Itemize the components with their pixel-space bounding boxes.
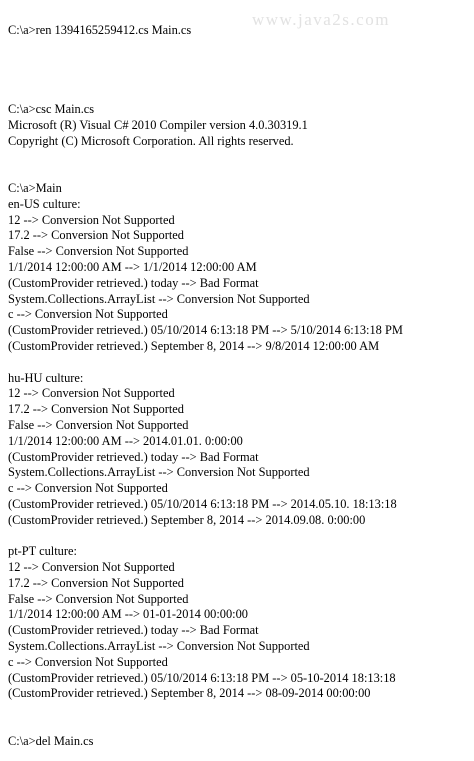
console-line: System.Collections.ArrayList --> Conversion Not Supported [8,465,310,480]
console-line: 17.2 --> Conversion Not Supported [8,575,184,590]
console-line: C:\a>ren 1394165259412.cs Main.cs [8,23,192,37]
blank-line [8,355,470,371]
console-line: hu-HU culture: [8,370,84,385]
console-line: en-US culture: [8,196,81,211]
console-line: c --> Conversion Not Supported [8,481,168,496]
blank-line [8,702,470,718]
console-line: (CustomProvider retrieved.) 05/10/2014 6:13:18 PM --> 05-10-2014 18:13:18 [8,670,396,685]
blank-line [8,86,470,102]
console-line: c --> Conversion Not Supported [8,654,168,669]
console-line: False --> Conversion Not Supported [8,417,189,432]
console-line: Copyright (C) Microsoft Corporation. All rights reserved. [8,133,294,148]
console-line: 1/1/2014 12:00:00 AM --> 2014.01.01. 0:00:00 [8,433,243,448]
console-line: (CustomProvider retrieved.) today --> Bad Format [8,275,259,290]
console-line: C:\a>del Main.cs [8,733,94,748]
console-line: 1/1/2014 12:00:00 AM --> 1/1/2014 12:00:00 AM [8,259,257,274]
console-output [8,23,470,750]
console-line: C:\a>csc Main.cs [8,101,95,116]
console-line: Microsoft (R) Visual C# 2010 Compiler version 4.0.30319.1 [8,117,308,132]
blank-line [8,39,470,55]
blank-line [8,529,470,545]
console-line: 12 --> Conversion Not Supported [8,560,175,575]
console-line: (CustomProvider retrieved.) today --> Bad Format [8,623,259,638]
blank-line [8,718,470,734]
console-line: False --> Conversion Not Supported [8,244,189,259]
console-line: False --> Conversion Not Supported [8,591,189,606]
console-line: (CustomProvider retrieved.) today --> Bad Format [8,449,259,464]
console-line: c --> Conversion Not Supported [8,307,168,322]
console-line: 12 --> Conversion Not Supported [8,212,175,227]
blank-line [8,165,470,181]
console-line: pt-PT culture: [8,544,77,559]
blank-line [8,149,470,165]
console-line: System.Collections.ArrayList --> Conversion Not Supported [8,639,310,654]
watermark: www.java2s.com [252,10,390,29]
console-line: (CustomProvider retrieved.) September 8, 2014 --> 9/8/2014 12:00:00 AM [8,338,380,353]
console-line: 17.2 --> Conversion Not Supported [8,228,184,243]
console-line: 17.2 --> Conversion Not Supported [8,402,184,417]
console-line: (CustomProvider retrieved.) September 8, 2014 --> 2014.09.08. 0:00:00 [8,512,366,527]
console-line: (CustomProvider retrieved.) 05/10/2014 6:13:18 PM --> 5/10/2014 6:13:18 PM [8,323,403,338]
blank-line [8,55,470,71]
blank-line [8,70,470,86]
console-line: 1/1/2014 12:00:00 AM --> 01-01-2014 00:00:00 [8,607,248,622]
console-line: (CustomProvider retrieved.) 05/10/2014 6:13:18 PM --> 2014.05.10. 18:13:18 [8,496,397,511]
console-line: (CustomProvider retrieved.) September 8, 2014 --> 08-09-2014 00:00:00 [8,686,371,701]
console-line: C:\a>Main [8,180,62,195]
console-line: 12 --> Conversion Not Supported [8,386,175,401]
console-line: System.Collections.ArrayList --> Conversion Not Supported [8,291,310,306]
